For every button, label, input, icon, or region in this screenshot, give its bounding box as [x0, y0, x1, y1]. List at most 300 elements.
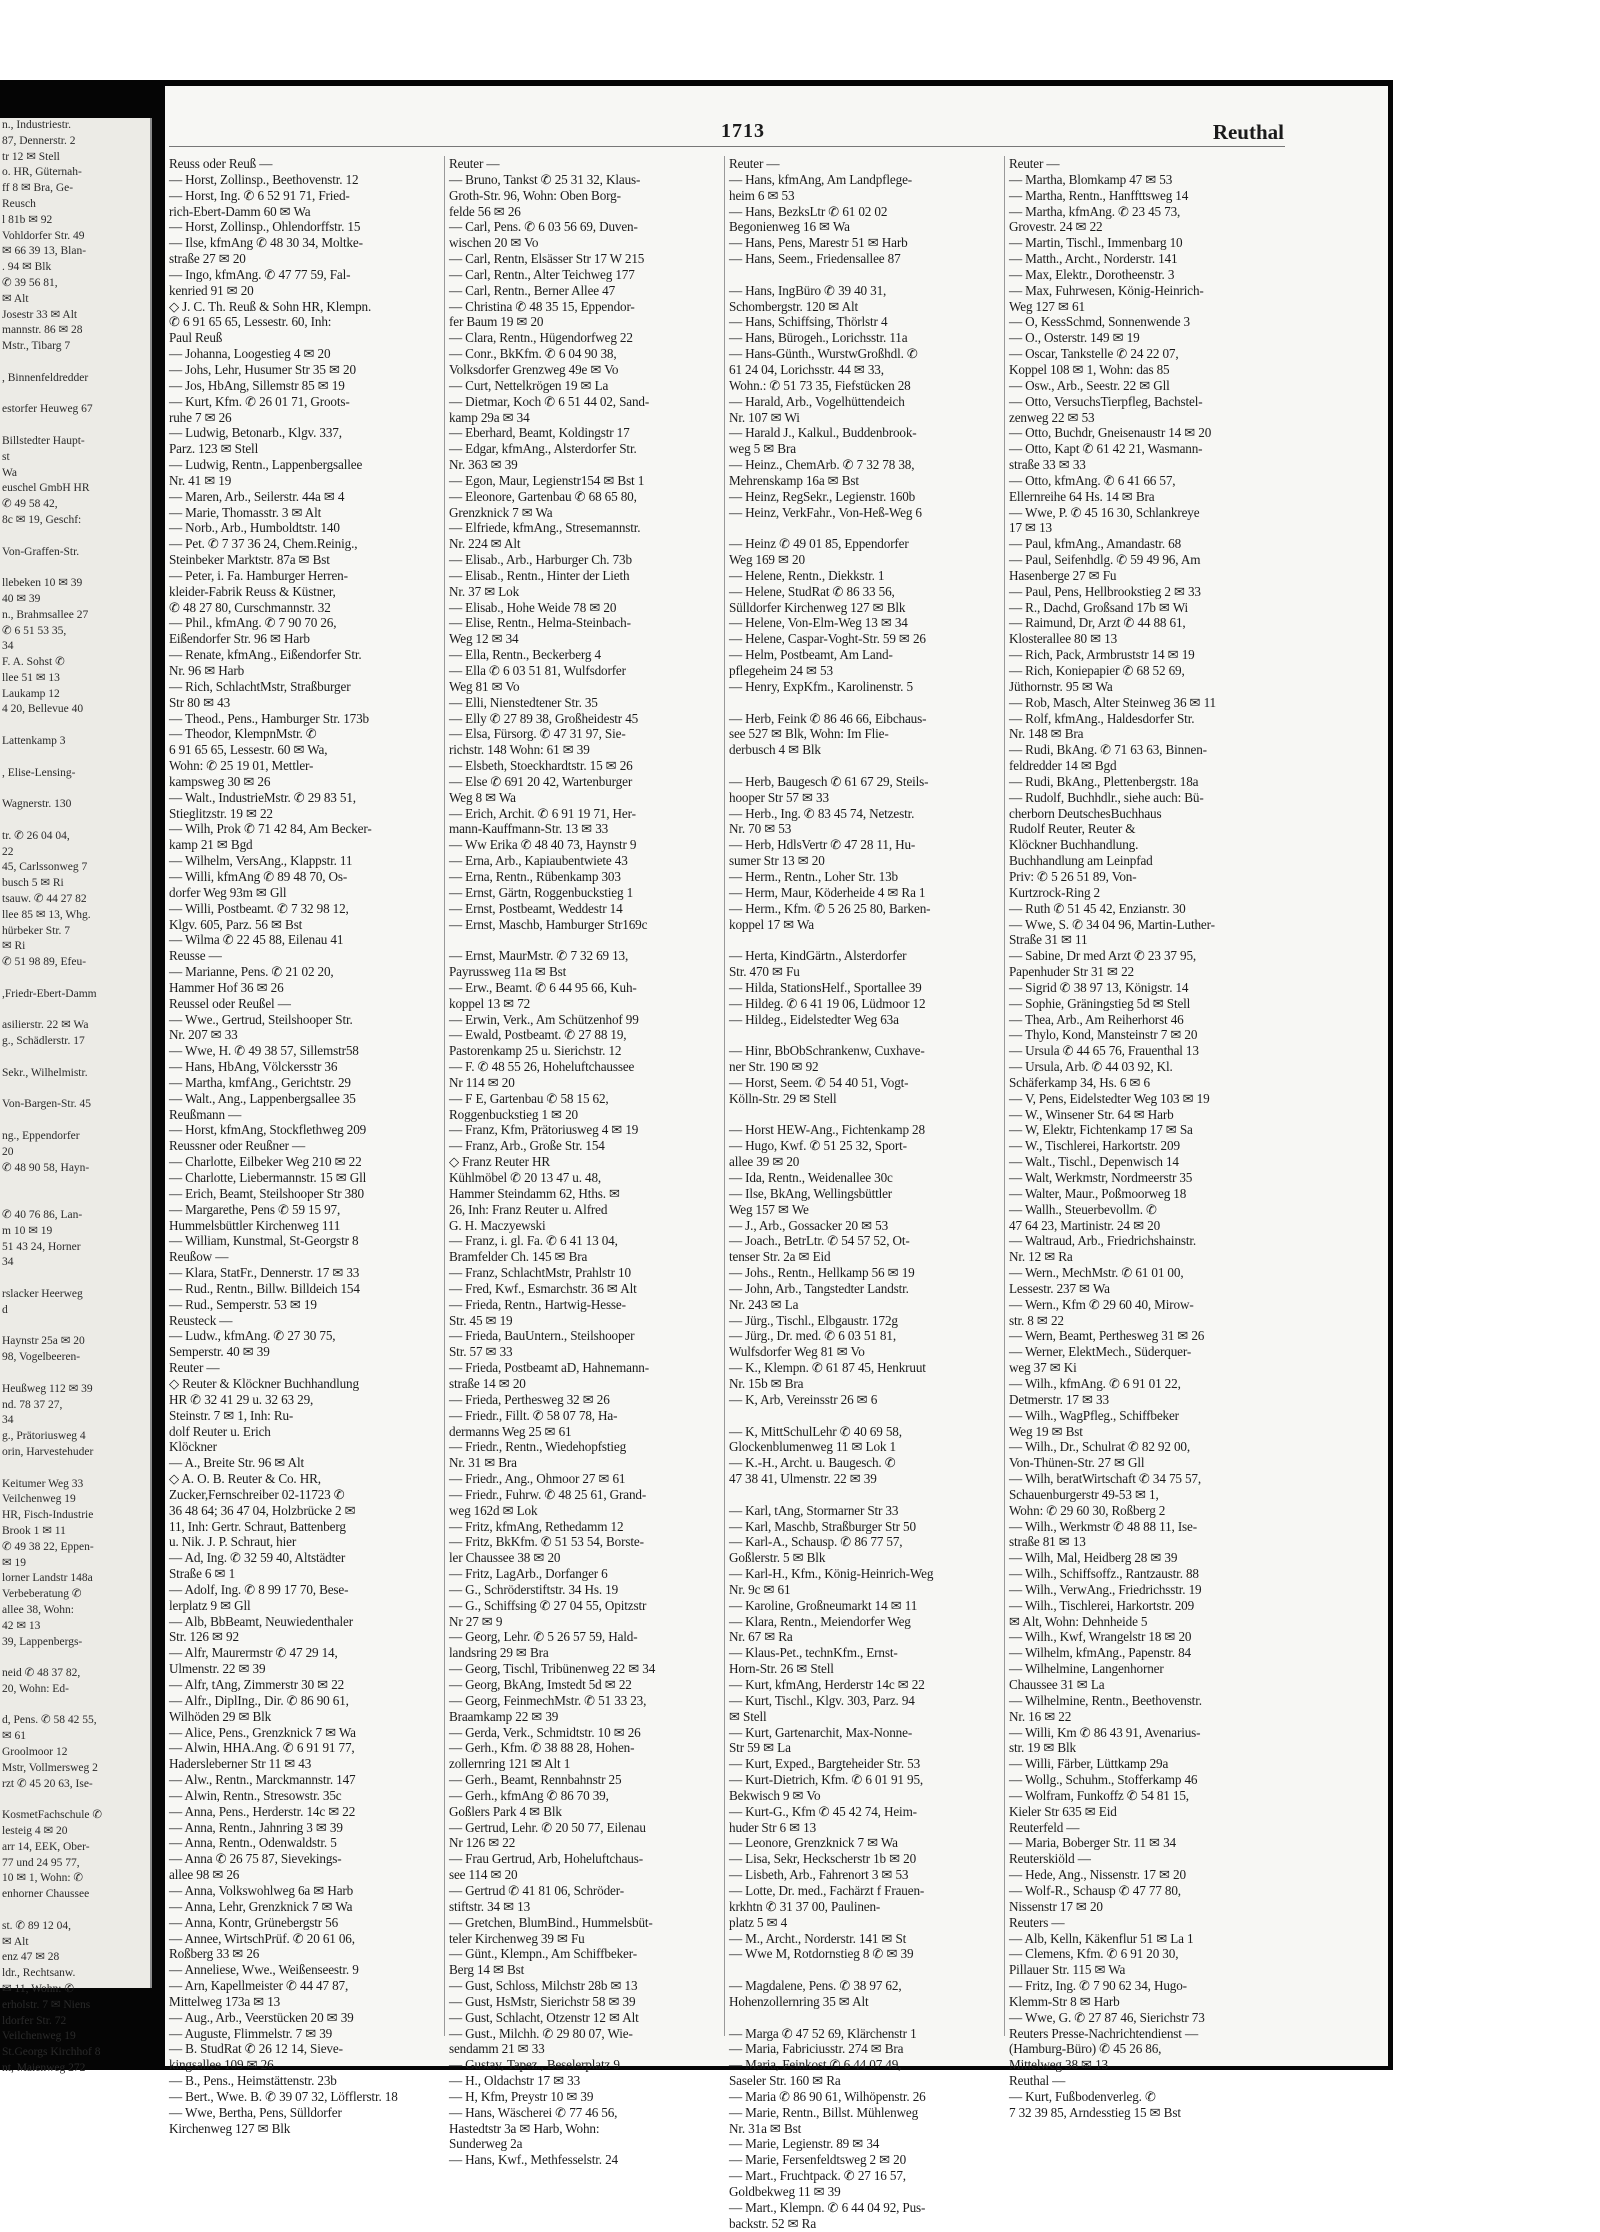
directory-entry-line: 47 38 41, Ulmenstr. 22 ✉ 39: [729, 1471, 877, 1487]
directory-entry-line: — Herb, HdlsVertr ✆ 47 28 11, Hu-: [729, 837, 916, 853]
directory-entry-line: — Gust, Schlacht, Otzenstr 12 ✉ Alt: [449, 2009, 639, 2025]
directory-entry-line: Ulmenstr. 22 ✉ 39: [169, 1661, 266, 1677]
directory-entry-line: ✉ Stell: [729, 1708, 767, 1724]
previous-page-line: ✆ 49 58 42,: [2, 498, 58, 511]
previous-page-line: Josestr 33 ✉ Alt: [2, 308, 78, 321]
directory-entry-line: — Karl, Maschb, Straßburger Str 50: [729, 1518, 916, 1534]
directory-entry-line: Wohn.: ✆ 51 73 35, Fiefstücken 28: [729, 377, 911, 393]
directory-entry-line: — Georg, FeinmechMstr. ✆ 51 33 23,: [449, 1692, 647, 1708]
directory-entry-line: — J., Arb., Gossacker 20 ✉ 53: [729, 1217, 889, 1233]
directory-entry-line: kamp 21 ✉ Bgd: [169, 837, 253, 853]
directory-entry-line: — Clara, Rentn., Hügendorfweg 22: [449, 330, 633, 346]
previous-page-line: ✉ Alt: [2, 292, 29, 305]
directory-entry-line: — Auguste, Flimmelstr. 7 ✉ 39: [169, 2025, 333, 2041]
directory-entry-line: weg 5 ✉ Bra: [729, 441, 796, 457]
previous-page-line: 45, Carlssonweg 7: [2, 861, 88, 874]
directory-entry-line: — Paul, Pens, Hellbrookstieg 2 ✉ 33: [1009, 583, 1201, 599]
directory-entry-line: — Wwe, P. ✆ 45 16 30, Schlankreye: [1009, 504, 1200, 520]
directory-entry-line: Goldbekweg 11 ✉ 39: [729, 2184, 841, 2199]
directory-entry-line: — Wilh., Dr., Schulrat ✆ 82 92 00,: [1009, 1439, 1190, 1455]
directory-entry-line: Reusse —: [169, 948, 222, 964]
directory-entry-line: Schäferkamp 34, Hs. 6 ✉ 6: [1009, 1074, 1150, 1090]
directory-entry-line: — W., Winsener Str. 64 ✉ Harb: [1009, 1106, 1174, 1122]
previous-page-line: ✆ 51 98 89, Efeu-: [2, 956, 87, 969]
directory-entry-line: — Else ✆ 691 20 42, Wartenburger: [449, 773, 633, 789]
page-number: 1713: [721, 120, 765, 142]
directory-entry-line: weg 162d ✉ Lok: [449, 1502, 538, 1518]
directory-entry-line: — Anna, Kontr, Grünebergstr 56: [169, 1914, 339, 1930]
directory-entry-line: — Günt., Klempn., Am Schiffbeker-: [449, 1946, 637, 1962]
directory-entry-line: tenser Str. 2a ✉ Eid: [729, 1249, 831, 1265]
directory-entry-line: — Wwe, H. ✆ 49 38 57, Sillemstr58: [169, 1043, 359, 1059]
directory-entry-line: sumer Str 13 ✉ 20: [729, 853, 825, 869]
directory-entry-line: Klgv. 605, Parz. 56 ✉ Bst: [169, 916, 303, 932]
directory-entry-line: Nr. 243 ✉ La: [729, 1296, 799, 1312]
directory-entry-line: — Marie, Rentn., Billst. Mühlenweg: [729, 2104, 919, 2120]
directory-entry-line: straße 14 ✉ 20: [449, 1375, 526, 1391]
directory-entry-line: teler Kirchenweg 39 ✉ Fu: [449, 1930, 585, 1946]
directory-entry-line: Lessestr. 237 ✉ Wa: [1009, 1280, 1110, 1296]
directory-entry-line: Weg 127 ✉ 61: [1009, 298, 1085, 314]
previous-page-line: 34: [2, 1256, 14, 1269]
directory-entry-line: Str. 470 ✉ Fu: [729, 964, 800, 980]
directory-entry-line: — Ewald, Postbeamt. ✆ 27 88 19,: [449, 1027, 627, 1043]
directory-entry-line: — Ww Erika ✆ 48 40 73, Haynstr 9: [449, 837, 637, 853]
directory-entry-line: — Carl, Pens. ✆ 6 03 56 69, Duven-: [449, 219, 638, 235]
previous-page-line: Von-Graffen-Str.: [2, 545, 80, 558]
directory-entry-line: Nr. 37 ✉ Lok: [449, 583, 520, 599]
directory-entry-line: — Heinz., ChemArb. ✆ 7 32 78 38,: [729, 457, 915, 473]
directory-entry-line: — Franz, Arb., Große Str. 154: [449, 1138, 605, 1154]
previous-page-line: l 81b ✉ 92: [2, 213, 53, 226]
directory-entry-line: Straße 6 ✉ 1: [169, 1566, 236, 1582]
directory-entry-line: — Gertrud ✆ 41 81 06, Schröder-: [449, 1882, 624, 1898]
directory-entry-line: Nr 27 ✉ 9: [449, 1613, 503, 1629]
directory-entry-line: — Gustav, Tapez., Beselerplatz 9: [449, 2057, 620, 2073]
previous-page-line: st: [2, 450, 10, 463]
directory-entry-line: Steinstr. 7 ✉ 1, Inh: Ru-: [169, 1407, 294, 1423]
directory-entry-line: Hadersleberner Str 11 ✉ 43: [169, 1756, 312, 1772]
directory-entry-line: Reußmann —: [169, 1106, 242, 1122]
previous-page-line: n., Industriestr.: [2, 119, 71, 131]
directory-entry-line: Parz. 123 ✉ Stell: [169, 441, 259, 457]
previous-page-line: euschel GmbH HR: [2, 482, 90, 495]
directory-entry-line: — Carl, Rentn, Elsässer Str 17 W 215: [449, 251, 645, 267]
directory-entry-line: — Erwin, Verk., Am Schützenhof 99: [449, 1011, 639, 1027]
directory-entry-line: — Kurt, Tischl., Klgv. 303, Parz. 94: [729, 1692, 915, 1708]
directory-entry-line: Nr. 41 ✉ 19: [169, 472, 232, 488]
directory-entry-line: Nr. 107 ✉ Wi: [729, 409, 800, 425]
previous-page-line: [0, 1792, 150, 1808]
previous-page-line: ff 8 ✉ Bra, Ge-: [2, 182, 74, 195]
directory-entry-line: — Ludwig, Betonarb., Klgv. 337,: [169, 425, 342, 441]
previous-page-line: arr 14, EEK, Ober-: [2, 1840, 90, 1853]
previous-page-line: ✉ Alt: [2, 1935, 29, 1948]
directory-entry-line: Nr. 31 ✉ Bra: [449, 1455, 517, 1471]
directory-entry-line: Paul Reuß: [169, 330, 223, 346]
directory-entry-line: koppel 13 ✉ 72: [449, 995, 531, 1011]
directory-entry-line: — Wilhelmine, Langenhorner: [1009, 1661, 1164, 1677]
previous-page-line: ng., Eppendorfer: [2, 1130, 80, 1142]
directory-entry-line: — Frieda, Postbeamt aD, Hahnemann-: [449, 1360, 649, 1376]
directory-entry-line: — Alwin, Rentn., Stresowstr. 35c: [169, 1787, 342, 1803]
directory-entry-line: — Max, Elektr., Dorotheenstr. 3: [1009, 266, 1175, 282]
directory-entry-line: Nr. 15b ✉ Bra: [729, 1375, 804, 1391]
column-3: [729, 156, 997, 2231]
previous-page-line: St.Georgs Kirchhof 8: [2, 2046, 101, 2059]
directory-entry-line: — Hans, Pens, Marestr 51 ✉ Harb: [729, 235, 908, 251]
directory-entry-line: — Bruno, Tankst ✆ 25 31 32, Klaus-: [449, 171, 641, 187]
previous-page-line: 34: [2, 1414, 14, 1427]
directory-entry-line: Reussner oder Reußner —: [169, 1138, 306, 1154]
directory-entry-line: — Franz, SchlachtMstr, Prahlstr 10: [449, 1265, 631, 1281]
directory-entry-line: — Alfr, tAng, Zimmerstr 30 ✉ 22: [169, 1677, 345, 1692]
directory-entry-line: — Wilh., Schiffsoffz., Rantzaustr. 88: [1009, 1566, 1199, 1582]
directory-entry-line: see 114 ✉ 20: [449, 1867, 518, 1883]
previous-page-line: erholstr. 7 ✉ Niens: [2, 1998, 91, 2011]
directory-entry-line: — Werner, ElektMech., Süderquer-: [1009, 1344, 1192, 1360]
directory-entry-line: str. 19 ✉ Blk: [1009, 1740, 1076, 1756]
previous-page-line: [0, 1192, 150, 1208]
previous-page-line: [0, 387, 150, 403]
directory-entry-line: — Otto, Buchdr, Gneisenaustr 14 ✉ 20: [1009, 425, 1212, 441]
directory-entry-line: — Clemens, Kfm. ✆ 6 91 20 30,: [1009, 1946, 1179, 1962]
directory-entry-line: Schauenburgerstr 49-53 ✉ 1,: [1009, 1486, 1159, 1502]
directory-entry-line: Detmerstr. 17 ✉ 33: [1009, 1391, 1109, 1407]
directory-entry-line: Roggenbuckstieg 1 ✉ 20: [449, 1106, 578, 1122]
previous-page-line: Von-Bargen-Str. 45: [2, 1098, 92, 1111]
directory-entry-line: Wilhöden 29 ✉ Blk: [169, 1708, 272, 1724]
directory-entry-line: Bramfelder Ch. 145 ✉ Bra: [449, 1249, 588, 1265]
directory-entry-line: Mittelweg 173a ✉ 13: [169, 1993, 281, 2009]
directory-entry-line: Wohn: ✆ 25 19 01, Mettler-: [169, 758, 314, 774]
directory-entry-line: — Oscar, Tankstelle ✆ 24 22 07,: [1009, 346, 1179, 362]
directory-entry-line: — Leonore, Grenzknick 7 ✉ Wa: [729, 1835, 898, 1851]
directory-entry-line: Str 80 ✉ 43: [169, 694, 231, 710]
directory-entry-line: Hasenberge 27 ✉ Fu: [1009, 567, 1117, 583]
directory-entry-line: — Elisab., Hohe Weide 78 ✉ 20: [449, 599, 617, 615]
directory-entry-line: — Ernst, Maschb, Hamburger Str169c: [449, 916, 648, 932]
directory-entry-line: hooper Str 57 ✉ 33: [729, 789, 829, 805]
directory-entry-line: Str. 126 ✉ 92: [169, 1629, 239, 1645]
previous-page-line: ✆ 39 56 81,: [2, 276, 58, 289]
directory-entry-line: — Kurt, kfmAng, Herderstr 14c ✉ 22: [729, 1677, 925, 1692]
directory-entry-line: — Otto, Kapt ✆ 61 42 21, Wasmann-: [1009, 441, 1203, 457]
directory-entry-line: — Horst, Zollinsp., Beethovenstr. 12: [169, 171, 359, 187]
directory-entry-line: — Gerda, Verk., Schmidtstr. 10 ✉ 26: [449, 1724, 641, 1740]
directory-entry-line: — Eberhard, Beamt, Koldingstr 17: [449, 425, 630, 441]
directory-entry-line: straße 27 ✉ 20: [169, 251, 246, 267]
directory-entry-line: — O., Osterstr. 149 ✉ 19: [1009, 330, 1140, 346]
directory-entry-line: Reuterskiöld —: [1009, 1851, 1091, 1867]
directory-entry-line: Weg 19 ✉ Bst: [1009, 1423, 1083, 1439]
directory-entry-line: Nr 114 ✉ 20: [449, 1074, 515, 1090]
previous-page-line: 51 43 24, Horner: [2, 1240, 81, 1253]
previous-page-line: [0, 529, 150, 545]
directory-entry-line: [729, 520, 997, 536]
previous-page-line: Brook 1 ✉ 11: [2, 1524, 66, 1537]
directory-entry-line: Pastorenkamp 25 u. Sierichstr. 12: [449, 1043, 622, 1059]
directory-entry-line: ◇ A. O. B. Reuter & Co. HR,: [169, 1471, 321, 1487]
directory-entry-line: — Hans, Schiffsing, Thörlstr 4: [729, 314, 888, 330]
directory-entry-line: — Martin, Tischl., Immenbarg 10: [1009, 235, 1183, 251]
directory-entry-line: — Erich, Beamt, Steilshooper Str 380: [169, 1185, 364, 1201]
previous-page-line: g., Prätoriusweg 4: [2, 1430, 86, 1443]
previous-page-line: llebeken 10 ✉ 39: [2, 577, 83, 590]
previous-page-line: [0, 1319, 150, 1335]
directory-entry-line: — Ursula ✆ 44 65 76, Frauenthal 13: [1009, 1043, 1199, 1059]
previous-page-line: Vohldorfer Str. 49: [2, 229, 85, 242]
directory-entry-line: — Jos, HbAng, Sillemstr 85 ✉ 19: [169, 377, 345, 393]
directory-entry-line: — Wilh., kfmAng. ✆ 6 91 01 22,: [1009, 1375, 1181, 1391]
previous-page-line: lesteig 4 ✉ 20: [2, 1825, 68, 1838]
directory-entry-line: — Wwe, Bertha, Pens, Sülldorfer: [169, 2104, 342, 2120]
directory-entry-line: Str 59 ✉ La: [729, 1740, 791, 1756]
previous-page-line: [0, 971, 150, 987]
directory-entry-line: — Wolfram, Funkoffz ✆ 54 81 15,: [1009, 1787, 1189, 1803]
directory-entry-line: ruhe 7 ✉ 26: [169, 409, 232, 425]
directory-entry-line: — Heinz, VerkFahr., Von-Heß-Weg 6: [729, 504, 922, 520]
directory-entry-line: — Rud., Rentn., Billw. Billdeich 154: [169, 1280, 360, 1296]
directory-entry-line: Kirchenweg 127 ✉ Blk: [169, 2120, 291, 2136]
directory-entry-line: Hammer Hof 36 ✉ 26: [169, 979, 284, 995]
directory-entry-line: — Franz, i. gl. Fa. ✆ 6 41 13 04,: [449, 1233, 618, 1249]
directory-entry-line: ◇ J. C. Th. Reuß & Sohn HR, Klempn.: [169, 298, 372, 314]
directory-entry-line: derbusch 4 ✉ Blk: [729, 742, 821, 758]
previous-page-line: ✉ 61: [2, 1730, 27, 1743]
previous-page-line: 10 ✉ 1, Wohn: ✆: [2, 1872, 84, 1885]
directory-entry-line: — Hilda, StationsHelf., Sportallee 39: [729, 979, 922, 995]
directory-entry-line: — Elsbeth, Stoeckhardtstr. 15 ✉ 26: [449, 758, 633, 774]
directory-entry-line: Groth-Str. 96, Wohn: Oben Borg-: [449, 187, 621, 203]
previous-page-line: [0, 1082, 150, 1098]
previous-page-line: [0, 1366, 150, 1382]
directory-entry-line: — R., Dachd, Großsand 17b ✉ Wi: [1009, 599, 1189, 615]
directory-entry-line: — Heinz, RegSekr., Legienstr. 160b: [729, 488, 916, 504]
directory-entry-line: ◇ Franz Reuter HR: [449, 1154, 550, 1170]
previous-page-line: Wa: [2, 466, 18, 479]
directory-entry-line: kleider-Fabrik Reuss & Küstner,: [169, 583, 336, 599]
directory-entry-line: — Martha, Rentn., Hanffttsweg 14: [1009, 187, 1189, 203]
directory-entry-line: — Erich, Archit. ✆ 6 91 19 71, Her-: [449, 805, 636, 821]
directory-entry-line: Weg 169 ✉ 20: [729, 552, 805, 568]
directory-entry-line: — Thylo, Kond, Mansteinstr 7 ✉ 20: [1009, 1027, 1198, 1043]
previous-page-line: 77 und 24 95 77,: [2, 1856, 80, 1869]
previous-page-line: [0, 813, 150, 829]
directory-entry-line: — Johs, Lehr, Husumer Str 35 ✉ 20: [169, 361, 356, 377]
directory-entry-line: — Theodor, KlempnMstr. ✆: [169, 726, 317, 742]
previous-page-line: ✉ Ri: [2, 940, 26, 953]
directory-entry-line: — Otto, VersuchsTierpfleg, Bachstel-: [1009, 393, 1203, 409]
directory-entry-line: — Marie, Legienstr. 89 ✉ 34: [729, 2136, 880, 2152]
directory-entry-line: Klöckner Buchhandlung.: [1009, 837, 1139, 853]
directory-entry-line: — Hans, IngBüro ✆ 39 40 31,: [729, 282, 887, 298]
directory-entry-line: fer Baum 19 ✉ 20: [449, 314, 544, 330]
previous-page-line: busch 5 ✉ Ri: [2, 877, 64, 890]
directory-entry-line: — Walt., Ang., Lappenbergsallee 35: [169, 1090, 356, 1106]
previous-page-line: ✆ 49 38 22, Eppen-: [2, 1540, 94, 1553]
previous-page-line: g., Schädlerstr. 17: [2, 1035, 85, 1048]
running-head: Reuthal: [1212, 120, 1284, 144]
previous-page-line: mannstr. 86 ✉ 28: [2, 324, 83, 337]
directory-entry-line: — Osw., Arb., Seestr. 22 ✉ Gll: [1009, 377, 1170, 393]
directory-entry-line: — Wern., Kfm ✆ 29 60 40, Mirow-: [1009, 1296, 1194, 1312]
directory-entry-line: rich-Ebert-Damm 60 ✉ Wa: [169, 203, 311, 219]
directory-entry-line: — Frau Gertrud, Arb, Hoheluftchaus-: [449, 1851, 643, 1867]
directory-entry-line: — Wilh., Kwf, Wrangelstr 18 ✉ 20: [1009, 1629, 1192, 1645]
directory-entry-line: Von-Thünen-Str. 27 ✉ Gll: [1009, 1455, 1145, 1471]
previous-page-line: 87, Dennerstr. 2: [2, 134, 76, 147]
directory-entry-line: — Arn, Kapellmeister ✆ 44 47 87,: [169, 1978, 349, 1994]
directory-entry-line: — Joach., BetrLtr. ✆ 54 57 52, Ot-: [729, 1233, 910, 1249]
directory-entry-line: Nr 126 ✉ 22: [449, 1835, 516, 1851]
previous-page-line: [0, 781, 150, 797]
directory-entry-line: — Wilh., Werkmstr ✆ 48 88 11, Ise-: [1009, 1518, 1197, 1534]
directory-entry-line: — Willi, Postbeamt. ✆ 7 32 98 12,: [169, 900, 349, 916]
directory-entry-line: wischen 20 ✉ Vo: [449, 235, 539, 251]
directory-entry-line: — Elsa, Fürsorg. ✆ 47 31 97, Sie-: [449, 726, 626, 742]
directory-entry-line: [449, 932, 717, 948]
directory-entry-line: — B., Pens., Heimstättenstr. 23b: [169, 2073, 337, 2089]
directory-entry-line: — Maria, Boberger Str. 11 ✉ 34: [1009, 1835, 1176, 1851]
previous-page-line: ldr., Rechtsanw.: [2, 1967, 76, 1980]
previous-page-line: 39, Lappenbergs-: [2, 1635, 83, 1648]
previous-page-line: ldorfer Str. 72: [2, 2014, 67, 2027]
directory-entry-line: — K, Arb, Vereinsstr 26 ✉ 6: [729, 1391, 878, 1407]
previous-page-line: Veilchenweg 19: [2, 2030, 76, 2043]
directory-entry-line: Weg 157 ✉ We: [729, 1201, 809, 1217]
directory-entry-line: Grenzknick 7 ✉ Wa: [449, 504, 553, 520]
directory-entry-line: [729, 695, 997, 711]
directory-entry-line: — Wern., MechMstr. ✆ 61 01 00,: [1009, 1265, 1184, 1281]
directory-entry-line: — Paul, Seifenhdlg. ✆ 59 49 96, Am: [1009, 552, 1201, 568]
directory-entry-line: cherborn DeutschesBuchhaus: [1009, 805, 1162, 821]
directory-entry-line: — Hans-Günth., WurstwGroßhdl. ✆: [729, 346, 918, 362]
directory-entry-line: — Rich, Koniepapier ✆ 68 52 69,: [1009, 663, 1185, 678]
previous-page-line: Mstr, Vollmersweg 2: [2, 1761, 98, 1774]
directory-entry-line: — Helene, Von-Elm-Weg 13 ✉ 34: [729, 615, 908, 631]
directory-entry-line: Chaussee 31 ✉ La: [1009, 1677, 1105, 1692]
directory-entry-line: — Ernst, Gärtn, Roggenbuckstieg 1: [449, 884, 634, 900]
column-rule: [1004, 156, 1005, 2036]
directory-entry-line: zenweg 22 ✉ 53: [1009, 409, 1095, 425]
directory-entry-line: Reuterfeld —: [1009, 1819, 1080, 1835]
directory-entry-line: — Alb, BbBeamt, Neuwiedenthaler: [169, 1613, 353, 1629]
directory-entry-line: Kölln-Str. 29 ✉ Stell: [729, 1090, 837, 1106]
directory-entry-line: — G., Schiffsing ✆ 27 04 55, Opitzstr: [449, 1597, 647, 1613]
previous-page-line: 22: [2, 845, 14, 858]
previous-page-line: [0, 1003, 150, 1019]
directory-entry-line: — Ella ✆ 6 03 51 81, Wulfsdorfer: [449, 663, 626, 678]
directory-entry-line: — Horst, Zollinsp., Ohlendorffstr. 15: [169, 219, 361, 235]
directory-entry-line: — Carl, Rentn., Berner Allee 47: [449, 282, 616, 298]
directory-entry-line: — Theod., Pens., Hamburger Str. 173b: [169, 710, 369, 726]
previous-page-line: tr 12 ✉ Stell: [2, 150, 60, 163]
previous-page-line: m 10 ✉ 19: [2, 1224, 53, 1237]
directory-entry-line: 47 64 23, Martinistr. 24 ✉ 20: [1009, 1217, 1161, 1233]
previous-page-line: , Binnenfeldredder: [2, 371, 89, 384]
directory-entry-line: — Horst, kfmAng, Stockflethweg 209: [169, 1122, 367, 1138]
directory-entry-line: — Ella, Rentn., Beckerberg 4: [449, 647, 601, 663]
directory-entry-line: — Edgar, kfmAng., Alsterdorfer Str.: [449, 441, 637, 457]
previous-page-line: ✆ 6 51 53 35,: [2, 624, 67, 637]
directory-entry-line: Weg 8 ✉ Wa: [449, 789, 516, 805]
directory-entry-line: — Kurt, Gartenarchit, Max-Nonne-: [729, 1724, 913, 1740]
directory-entry-line: — Wwe, G. ✆ 27 87 46, Sierichstr 73: [1009, 2009, 1205, 2025]
directory-entry-line: Hummelsbüttler Kirchenweg 111: [169, 1217, 341, 1233]
directory-entry-line: — Horst, Seem. ✆ 54 40 51, Vogt-: [729, 1074, 909, 1090]
directory-entry-line: Klöckner: [169, 1439, 217, 1455]
directory-entry-line: — Maria, Feinkost ✆ 6 44 07 49,: [729, 2057, 902, 2073]
directory-entry-line: Str. 45 ✉ 19: [449, 1312, 513, 1328]
directory-entry-line: ✆ 48 27 80, Curschmannstr. 32: [169, 599, 331, 615]
previous-page-line: asilierstr. 22 ✉ Wa: [2, 1019, 89, 1032]
directory-entry-line: — Adolf, Ing. ✆ 8 99 17 70, Bese-: [169, 1581, 349, 1597]
previous-page-line: [0, 560, 150, 576]
directory-entry-line: — Alice, Pens., Grenzknick 7 ✉ Wa: [169, 1724, 356, 1740]
previous-page-line: [0, 1271, 150, 1287]
directory-entry-line: feldredder 14 ✉ Bgd: [1009, 758, 1117, 774]
directory-entry-line: — Fritz, BkKfm. ✆ 51 53 54, Borste-: [449, 1534, 644, 1550]
directory-entry-line: — Hans, Bürogeh., Lorichsstr. 11a: [729, 330, 908, 346]
previous-page-line: nt, Maienweg 272: [2, 2062, 86, 2075]
directory-entry-line: — Rich, Pack, Armbruststr 14 ✉ 19: [1009, 647, 1195, 663]
directory-entry-line: zollernring 121 ✉ Alt 1: [449, 1756, 571, 1772]
page-header: [165, 120, 1388, 148]
directory-entry-line: koppel 17 ✉ Wa: [729, 916, 814, 932]
directory-entry-line: str. 8 ✉ 22: [1009, 1312, 1064, 1328]
directory-entry-line: Rudolf Reuter, Reuter &: [1009, 821, 1136, 837]
directory-entry-line: [729, 1408, 997, 1424]
directory-entry-line: — Friedr., Ang., Ohmoor 27 ✉ 61: [449, 1471, 626, 1487]
directory-entry-line: dorfer Weg 93m ✉ Gll: [169, 884, 287, 900]
directory-entry-line: — Anna, Rentn., Jahnring 3 ✉ 39: [169, 1819, 343, 1835]
directory-entry-line: 26, Inh: Franz Reuter u. Alfred: [449, 1201, 608, 1217]
directory-entry-line: richstr. 148 Wohn: 61 ✉ 39: [449, 742, 590, 758]
directory-entry-line: — Herta, KindGärtn., Alsterdorfer: [729, 948, 907, 964]
previous-page-line: Groolmoor 12: [2, 1746, 68, 1759]
directory-entry-line: — Aug., Arb., Veerstücken 20 ✉ 39: [169, 2009, 354, 2025]
directory-entry-line: [729, 2010, 997, 2026]
directory-entry-line: — Alwin, HHA.Ang. ✆ 6 91 91 77,: [169, 1740, 355, 1756]
previous-page-line: 20: [2, 1145, 14, 1158]
directory-entry-line: — Harald J., Kalkul., Buddenbrook-: [729, 425, 917, 441]
directory-entry-line: — Ernst, Postbeamt, Weddestr 14: [449, 900, 623, 916]
directory-entry-line: Reuter —: [449, 156, 500, 171]
directory-entry-line: — Jürg., Dr. med. ✆ 6 03 51 81,: [729, 1328, 896, 1344]
previous-page-line: neid ✆ 48 37 82,: [2, 1667, 81, 1680]
directory-entry-line: — Rich, SchlachtMstr, Straßburger: [169, 678, 351, 694]
directory-entry-line: — Sophie, Gräningstieg 5d ✉ Stell: [1009, 995, 1191, 1011]
header-rule: [169, 146, 1285, 147]
previous-page-line: Heußweg 112 ✉ 39: [2, 1382, 93, 1395]
directory-entry-line: — Wilhelmine, Rentn., Beethovenstr.: [1009, 1692, 1202, 1708]
directory-entry-line: 11, Inh: Gertr. Schraut, Battenberg: [169, 1518, 346, 1534]
previous-page-line: d: [2, 1303, 8, 1316]
directory-entry-line: dolf Reuter u. Erich: [169, 1423, 271, 1439]
directory-entry-line: heim 6 ✉ 53: [729, 187, 795, 203]
directory-entry-line: Kühlmöbel ✆ 20 13 47 u. 48,: [449, 1170, 602, 1185]
directory-entry-line: — Herb., Ing. ✆ 83 45 74, Netzestr.: [729, 805, 915, 821]
previous-page-edge: [0, 118, 152, 2075]
previous-page-line: orin, Harvestehuder: [2, 1445, 94, 1458]
directory-entry-line: Weg 81 ✉ Vo: [449, 678, 520, 694]
previous-page-line: enz 47 ✉ 28: [2, 1951, 60, 1964]
directory-entry-line: — Erna, Rentn., Rübenkamp 303: [449, 868, 621, 884]
directory-entry-line: — Wolf-R., Schausp ✆ 47 77 80,: [1009, 1882, 1181, 1898]
directory-entry-line: Goßlerstr. 5 ✉ Blk: [729, 1550, 826, 1566]
directory-entry-line: — Sigrid ✆ 38 97 13, Königstr. 14: [1009, 979, 1189, 995]
